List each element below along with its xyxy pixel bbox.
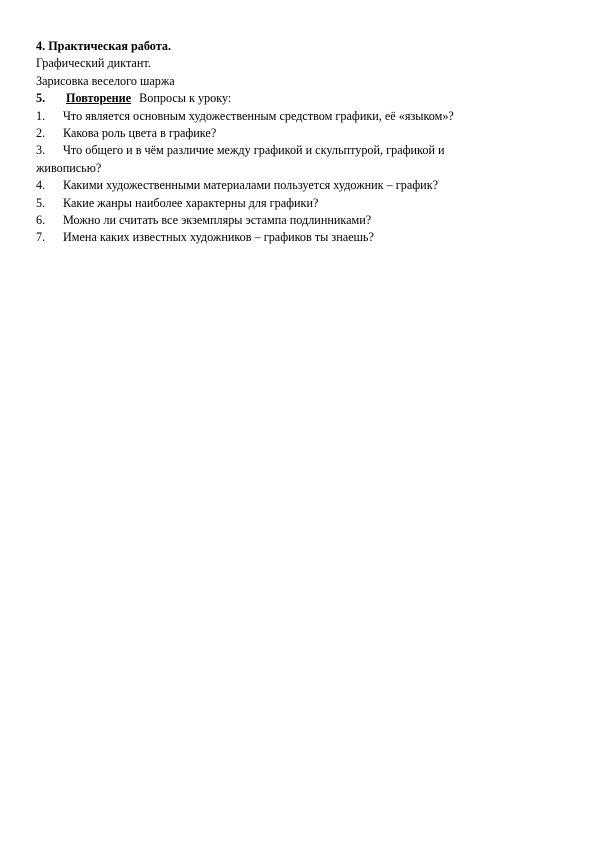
question-text: Какие жанры наиболее характерны для графики? — [63, 195, 319, 210]
question-item-3-continuation: живописью? — [36, 160, 102, 175]
question-number: 3. — [36, 143, 46, 158]
question-number: 6. — [36, 213, 46, 228]
question-text: Что общего и в чём различие между графикой и скульптурой, графикой и — [63, 143, 445, 158]
question-text: Можно ли считать все экземпляры эстампа подлинниками? — [63, 213, 372, 228]
question-number: 1. — [36, 108, 46, 123]
section-5-heading — [36, 90, 561, 107]
question-number: 7. — [36, 230, 46, 245]
section-4-line-sketch: Зарисовка веселого шаржа — [36, 73, 175, 88]
section-4-title: 4. Практическая работа. — [36, 39, 171, 53]
section-5-subtitle: Вопросы к уроку: — [139, 91, 232, 106]
question-item-4 — [36, 177, 561, 194]
question-text: Имена каких известных художников – графиков ты знаешь? — [63, 230, 374, 245]
question-item-2 — [36, 125, 561, 142]
question-number: 2. — [36, 126, 46, 141]
question-number: 4. — [36, 178, 46, 193]
question-text: Какими художественными материалами пользуется художник – график? — [63, 178, 439, 193]
question-number: 5. — [36, 195, 46, 210]
section-5-label: Повторение — [66, 91, 132, 106]
document-content — [36, 38, 561, 247]
question-item-6 — [36, 212, 561, 229]
question-text: Какова роль цвета в графике? — [63, 126, 217, 141]
question-item-7 — [36, 229, 561, 246]
question-item-1 — [36, 108, 561, 125]
question-text: Что является основным художественным средством графики, её «языком»? — [63, 108, 454, 123]
section-4-line-dictation: Графический диктант. — [36, 56, 151, 71]
question-item-3 — [36, 142, 561, 159]
question-item-5 — [36, 195, 561, 212]
section-5-number: 5. — [36, 91, 46, 106]
